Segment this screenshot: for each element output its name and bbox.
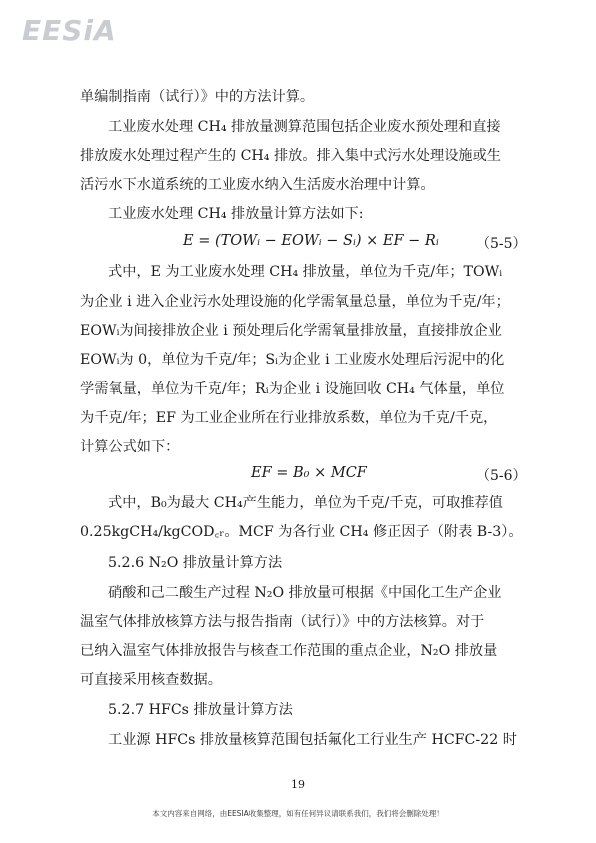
text-line: 式中，B₀为最大 CH₄产生能力，单位为千克/千克，可取推荐值: [108, 495, 503, 511]
text-line: 温室气体排放核算方法与报告指南（试行）》中的方法核算。对于: [80, 614, 485, 630]
text-line: 式中，E 为工业废水处理 CH₄ 排放量，单位为千克/年；TOWᵢ: [108, 264, 503, 280]
text-line: 计算公式如下：: [80, 439, 180, 455]
text-line: 可直接采用核查数据。: [80, 672, 222, 688]
text-line: 工业废水处理 CH₄ 排放量计算方法如下:: [108, 206, 364, 222]
section-heading: 5.2.7 HFCs 排放量计算方法: [108, 702, 293, 718]
footer-disclaimer: 本文内容来自网络，由EESIA收集整理，如有任何异议请联系我们，我们将会删除处理！: [152, 809, 444, 818]
text-line: 为企业 i 进入企业污水处理设施的化学需氧量总量，单位为千克/年；: [80, 294, 510, 310]
text-line: 工业源 HFCs 排放量核算范围包括氟化工行业生产 HCFC-22 时: [108, 732, 517, 748]
text-line: 为千克/年；EF 为工业企业所在行业排放系数，单位为千克/千克，: [80, 410, 498, 426]
equation-number: （5-5）: [476, 236, 527, 252]
section-heading: 5.2.6 N₂O 排放量计算方法: [108, 555, 283, 571]
eesia-logo: EESiA: [22, 14, 117, 47]
page-number: 19: [291, 778, 305, 791]
text-line: 排放废水处理过程产生的 CH₄ 排放。排入集中式污水处理设施或生: [80, 148, 501, 164]
text-line: 学需氧量，单位为千克/年；Rᵢ为企业 i 设施回收 CH₄ 气体量，单位: [80, 381, 505, 397]
text-line: EOWᵢ为间接排放企业 i 预处理后化学需氧量排放量，直接排放企业: [80, 323, 502, 339]
equation-5-6: EF = B₀ × MCF: [251, 465, 367, 481]
text-line: 活污水下水道系统的工业废水纳入生活废水治理中计算。: [80, 177, 435, 193]
text-line: 硝酸和己二酸生产过程 N₂O 排放量可根据《中国化工生产企业: [108, 585, 502, 601]
equation-number: （5-6）: [476, 468, 527, 484]
text-line: 工业废水处理 CH₄ 排放量测算范围包括企业废水预处理和直接: [108, 119, 501, 135]
text-line: EOWᵢ为 0，单位为千克/年；Sᵢ为企业 i 工业废水处理后污泥中的化: [80, 352, 505, 368]
text-line: 单编制指南（试行）》中的方法计算。: [80, 89, 315, 105]
text-line: 已纳入温室气体排放报告与核查工作范围的重点企业，N₂O 排放量: [80, 643, 498, 659]
text-line: 0.25kgCH₄/kgCOD꜀ᵣ。MCF 为各行业 CH₄ 修正因子（附表 B-3）。: [80, 524, 523, 540]
equation-5-5: E = (TOWᵢ − EOWᵢ − Sᵢ) × EF − Rᵢ: [183, 233, 439, 249]
